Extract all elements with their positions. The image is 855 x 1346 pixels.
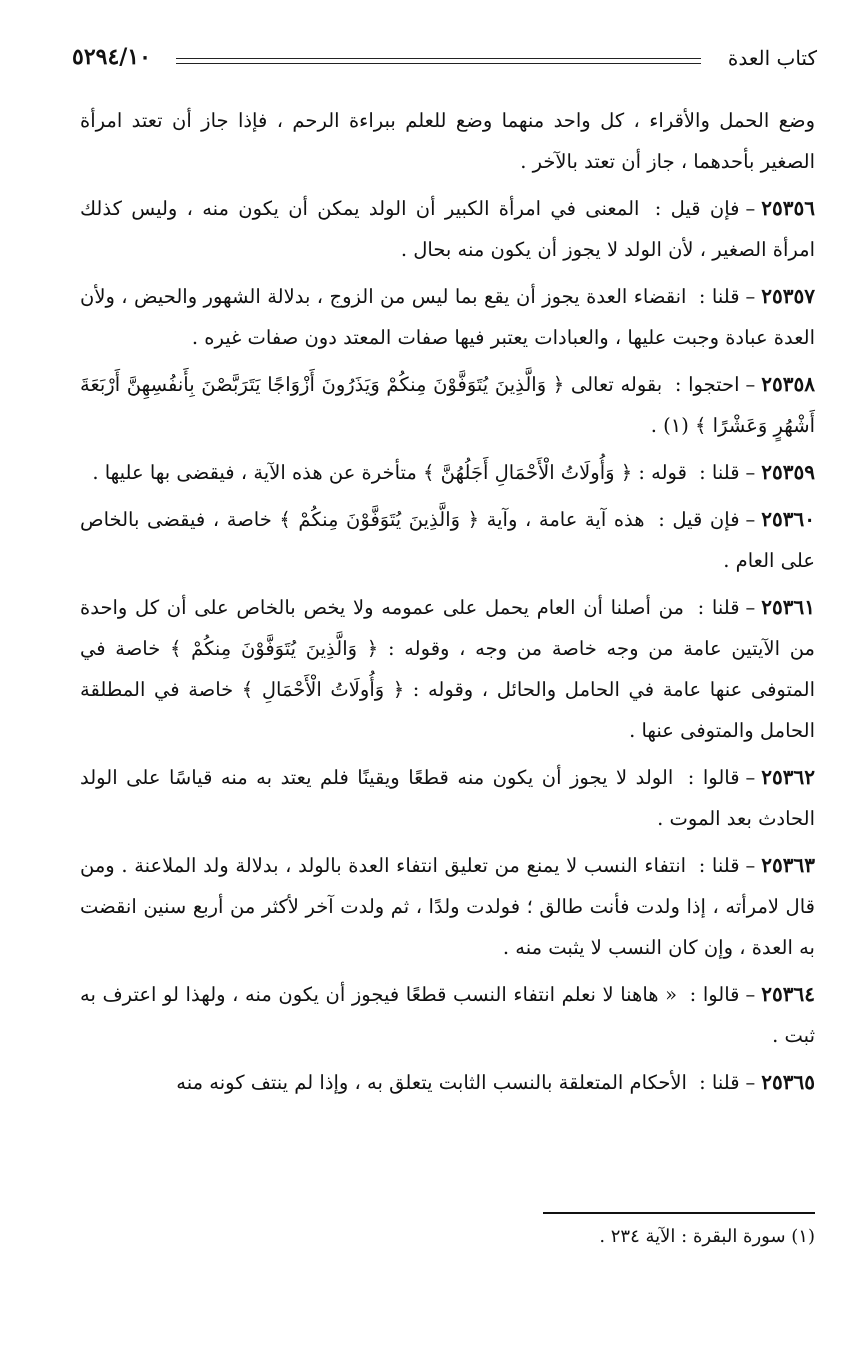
paragraph-speaker: احتجوا — [688, 373, 740, 396]
paragraph-number: ٢٥٣٦١ — [761, 595, 815, 619]
paragraph-number: ٢٥٣٦٠ — [761, 507, 815, 531]
paragraph-text: انتفاء النسب لا يمنع من تعليق انتفاء العدة بالولد ، بدلالة ولد الملاعنة . ومن قال لامرأته ، إذا ولدت فأنت طالق ؛ فولدت ولدًا ، ثم ولدت آخر لأكثر من أربع سنين انقضت به العدة ، وإن كان النسب لا يثبت منه . — [80, 854, 815, 959]
paragraph-speaker: قلنا — [711, 596, 740, 619]
paragraph-25361 — [80, 587, 815, 751]
paragraph-number: ٢٥٣٥٨ — [761, 372, 815, 396]
paragraph-number: ٢٥٣٦٤ — [761, 982, 815, 1006]
dash: – — [745, 461, 756, 484]
paragraph-number: ٢٥٣٦٥ — [761, 1070, 815, 1094]
footnote — [80, 1226, 815, 1247]
dash: – — [745, 596, 756, 619]
colon: : — [698, 285, 712, 308]
colon: : — [699, 461, 712, 484]
paragraph-speaker: فإن قيل — [672, 508, 740, 531]
colon: : — [654, 197, 671, 220]
paragraph-text: هذه آية عامة ، وآية ﴿ وَالَّذِينَ يُتَوَفَّوْنَ مِنكُمْ ﴾ خاصة ، فيقضى بالخاص على العام . — [80, 508, 815, 572]
paragraph-number: ٢٥٣٦٣ — [761, 853, 815, 877]
page-body — [80, 100, 815, 1109]
colon: : — [689, 983, 703, 1006]
colon: : — [697, 596, 712, 619]
colon: : — [658, 508, 673, 531]
paragraph-speaker: قالوا — [702, 766, 740, 789]
paragraph-25365 — [80, 1062, 815, 1103]
paragraph-text: الأحكام المتعلقة بالنسب الثابت يتعلق به ، وإذا لم ينتف كونه منه — [176, 1071, 687, 1094]
paragraph-25357 — [80, 276, 815, 358]
paragraph-25364 — [80, 974, 815, 1056]
paragraph-25360 — [80, 499, 815, 581]
paragraph-text: من أصلنا أن العام يحمل على عمومه ولا يخص بالخاص على أن كل واحدة من الآيتين عامة من وجه خاصة من وجه ، وقوله : ﴿ وَالَّذِينَ يُتَوَفَّوْنَ مِنكُمْ ﴾ خاصة في المتوفى عنها عامة في الحامل والحائل ، وقوله : ﴿ وَأُولَاتُ الْأَحْمَالِ ﴾ خاصة في المطلقة الحامل والمتوفى عنها . — [80, 596, 815, 742]
paragraph-speaker: قالوا — [702, 983, 740, 1006]
paragraph-speaker: قلنا — [711, 285, 740, 308]
paragraph-25362 — [80, 757, 815, 839]
paragraph-number: ٢٥٣٦٢ — [761, 765, 815, 789]
colon: : — [698, 854, 712, 877]
dash: – — [745, 854, 756, 877]
paragraph-speaker: قلنا — [711, 1071, 740, 1094]
paragraph-text: المعنى في امرأة الكبير أن الولد يمكن أن يكون منه ، وليس كذلك امرأة الصغير ، لأن الولد لا يجوز أن يكون منه بحال . — [80, 197, 815, 261]
dash: – — [745, 508, 756, 531]
paragraph-number: ٢٥٣٥٧ — [761, 284, 815, 308]
paragraph-25359 — [80, 452, 815, 493]
paragraph-25363 — [80, 845, 815, 968]
dash: – — [745, 197, 756, 220]
paragraph-speaker: قلنا — [711, 854, 740, 877]
footnote-text: (١) سورة البقرة : الآية ٢٣٤ . — [599, 1226, 815, 1247]
paragraph-number: ٢٥٣٥٦ — [761, 196, 815, 220]
paragraph-text: بقوله تعالى ﴿ وَالَّذِينَ يُتَوَفَّوْنَ مِنكُمْ وَيَذَرُونَ أَزْوَاجًا يَتَرَبَّصْنَ بِأَنفُسِهِنَّ أَرْبَعَةَ أَشْهُرٍ وَعَشْرًا ﴾ (١) . — [80, 373, 815, 437]
paragraph-speaker: قلنا — [711, 461, 740, 484]
paragraph-25356 — [80, 188, 815, 270]
paragraph-25358 — [80, 364, 815, 446]
colon: : — [687, 766, 703, 789]
dash: – — [745, 766, 756, 789]
paragraph-number: ٢٥٣٥٩ — [761, 460, 815, 484]
paragraph-text: « هاهنا لا نعلم انتفاء النسب قطعًا فيجوز أن يكون منه ، ولهذا لو اعترف به ثبت . — [80, 983, 815, 1047]
paragraph-text: وضع الحمل والأقراء ، كل واحد منهما وضع للعلم ببراءة الرحم ، فإذا جاز أن تعتد امرأة الصغير بأحدهما ، جاز أن تعتد بالآخر . — [80, 109, 815, 173]
paragraph-speaker: فإن قيل — [670, 197, 740, 220]
dash: – — [745, 1071, 756, 1094]
paragraph-text: قوله : ﴿ وَأُولَاتُ الْأَحْمَالِ أَجَلُهُنَّ ﴾ متأخرة عن هذه الآية ، فيقضى بها عليها . — [92, 461, 687, 484]
page-header — [72, 44, 817, 74]
book-title: كتاب العدة — [727, 46, 817, 70]
footnote-rule — [543, 1212, 815, 1214]
dash: – — [745, 285, 756, 308]
dash: – — [745, 373, 756, 396]
paragraph-continuation — [80, 100, 815, 182]
dash: – — [745, 983, 756, 1006]
paragraph-text: انقضاء العدة يجوز أن يقع بما ليس من الزوج ، بدلالة الشهور والحيض ، ولأن العدة عبادة وجبت عليها ، والعبادات يعتبر فيها صفات المعتد دون صفات غيره . — [80, 285, 815, 349]
paragraph-text: الولد لا يجوز أن يكون منه قطعًا ويقينًا فلم يعتد به منه قياسًا على الولد الحادث بعد الموت . — [80, 766, 815, 830]
page-number: ٥٢٩٤/١٠ — [72, 44, 151, 70]
header-rule — [176, 58, 701, 64]
colon: : — [699, 1071, 712, 1094]
colon: : — [674, 373, 689, 396]
